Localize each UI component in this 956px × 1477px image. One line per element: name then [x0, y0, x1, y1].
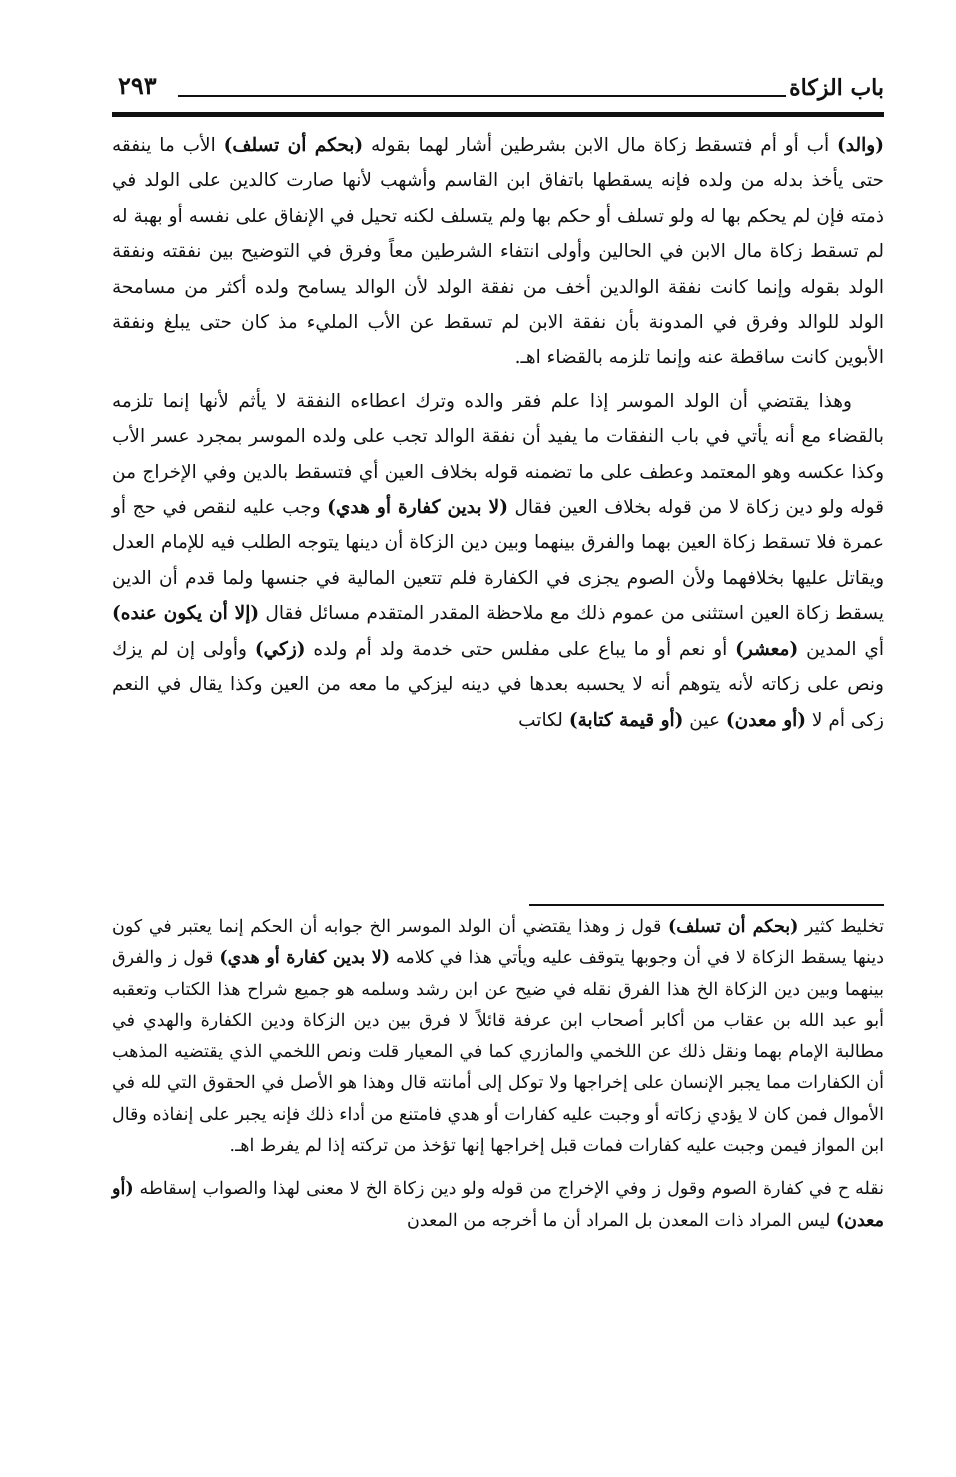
footnote-separator	[529, 904, 884, 906]
text-run: أي المدين	[798, 638, 884, 660]
text-run: أب أو أم فتسقط زكاة مال الابن بشرطين أشار لهما بقوله	[363, 135, 838, 156]
bold-term: (معشر)	[735, 638, 799, 660]
text-run: وجب عليه لنقص في حج أو عمرة فلا تسقط زكاة العين بهما والفرق بينهما وبين دين الزكاة أن دينها يتوجه الطلب فيه للإمام العدل ويقاتل عليها بخلافهما ولأن الصوم يجزى في الكفارة فلم تتعين المالية في جنسها ولما قدم أن الدين يسقط زكاة العين استثنى من عموم ذلك مع ملاحظة المقدر المتقدم مسائل فقال	[112, 497, 884, 625]
chapter-title: باب الزكاة	[789, 75, 884, 101]
text-run: وأولى إن لم يزك ونص على زكاته لأنه يتوهم أنه لا يحسبه بعدها في دينه ليزكي ما معه من العين وكذا يقال في النعم زكى أم لا	[112, 638, 884, 731]
bold-term: (لا بدين كفارة أو هدي)	[327, 497, 508, 519]
bold-term: (إلا أن يكون عنده)	[112, 603, 260, 625]
text-run: تخليط كثير	[798, 917, 885, 937]
header-divider	[112, 112, 884, 117]
page-number: ٢٩٣	[118, 71, 157, 100]
page-header	[112, 62, 884, 114]
text-run: قول ز والفرق بينهما وبين دين الزكاة الخ هذا الفرق نقله في ضيح عن ابن رشد وسلمه هو جميع شراح هذا الكتاب وتعقبه أبو عبد الله بن عقاب من أكابر أصحاب ابن عرفة قائلاً لا فرق بين دين الزكاة ودين الكفارة والهدي في مطالبة الإمام بهما ونقل ذلك عن اللخمي والمازري كما في المعيار قلت ونص اللخمي الذي يقتضيه المذهب أن الكفارات مما يجبر الإنسان على إخراجها ولا توكل إلى أمانته قال وهذا هو الأصل في الحقوق التي لله في الأموال فمن كان لا يؤدي زكاته أو وجبت عليه كفارات أو هدي فامتنع من أداء ذلك فإنه يجبر على إنفاذه وقال ابن المواز فيمن وجبت عليه كفارات فمات قبل إخراجها إنها تؤخذ من تركته إذا لم يفرط اهـ.	[112, 948, 884, 1157]
main-paragraph-1	[112, 128, 884, 376]
bold-term: (أو قيمة كتابة)	[568, 709, 684, 731]
footnotes	[112, 912, 884, 1249]
main-paragraph-2	[112, 384, 884, 738]
bold-term: (والد)	[837, 135, 884, 156]
text-run: لكاتب	[518, 709, 569, 731]
main-text	[112, 128, 884, 746]
bold-term: (بحكم أن تسلف)	[668, 917, 799, 937]
bold-term: (زكي)	[254, 638, 306, 660]
bold-term: (أو معدن)	[112, 1179, 884, 1231]
text-run: قول ز وهذا يقتضي أن الولد الموسر الخ جوابه أن الحكم إنما يعتبر في كون دينها يسقط الزكاة لا في أن وجوبها يتوقف عليه ويأتي هذا في كلامه	[112, 917, 884, 969]
footnote-paragraph-2	[112, 1174, 884, 1237]
book-page	[112, 62, 884, 1412]
text-run: ليس المراد ذات المعدن بل المراد أن ما أخرجه من المعدن	[407, 1210, 836, 1231]
header-rule	[178, 95, 786, 97]
text-run: عين	[683, 709, 726, 731]
text-run: الأب ما ينفقه حتى يأخذ بدله من ولده فإنه يسقطها باتفاق ابن القاسم وأشهب لأنها صارت كالدين على الولد في ذمته فإن لم يحكم بها له ولو تسلف أو حكم بها ولم يتسلف لكنه تحيل في الإنفاق على نفسه أو بهبة له لم تسقط زكاة مال الابن في الحالين وأولى انتفاء الشرطين معاً وفرق في التوضيح بين نفقته ونفقة الولد بقوله وإنما كانت نفقة الوالدين أخف من نفقة الولد لأن الوالد يسامح ولده أكثر من مسامحة الولد للوالد وفرق في المدونة بأن نفقة الابن لم تسقط عن الأب المليء مذ كان حتى يبلغ ونفقة الأبوين كانت ساقطة عنه وإنما تلزمه بالقضاء اهـ.	[112, 135, 884, 369]
text-run: نقله ح في كفارة الصوم وقول ز وفي الإخراج من قوله ولو دين زكاة الخ لا معنى لهذا والصواب إسقاطه	[133, 1179, 884, 1200]
bold-term: (أو معدن)	[725, 709, 807, 731]
text-run: وهذا يقتضي أن الولد الموسر إذا علم فقر والده وترك اعطاءه النفقة لا يأثم لأنها إنما تلزمه بالقضاء مع أنه يأتي في باب النفقات ما يفيد أن نفقة الوالد تجب على ولده الموسر بمجرد عسر الأب وكذا عكسه وهو المعتمد وعطف على ما تضمنه قوله بخلاف العين أي فتسقط بالدين وفي الإخراج من قوله ولو دين زكاة لا من قوله بخلاف العين فقال	[112, 390, 884, 519]
text-run: أو نعم أو ما يباع على مفلس حتى خدمة ولد أم ولده	[305, 638, 736, 660]
bold-term: (بحكم أن تسلف)	[223, 135, 364, 156]
bold-term: (لا بدين كفارة أو هدي)	[219, 948, 390, 969]
footnote-paragraph-1	[112, 912, 884, 1162]
